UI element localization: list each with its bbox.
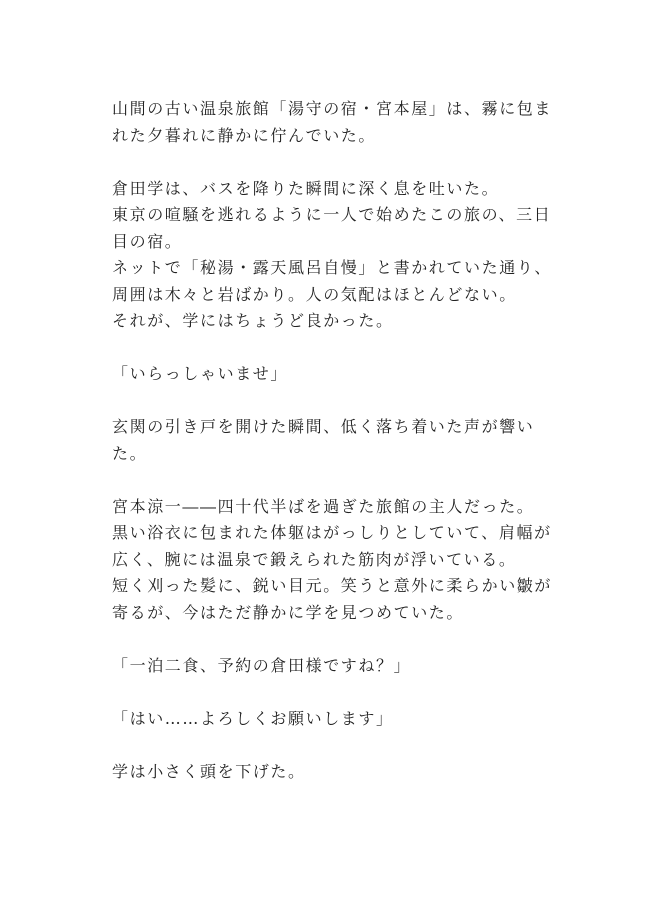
text-line: 東京の喧騒を逃れるように一人で始めたこの旅の、三日 [112,205,552,224]
text-line: 短く刈った髪に、鋭い目元。笑うと意外に柔らかい皺が [112,576,553,595]
text-line: れた夕暮れに静かに佇んでいた。 [112,125,377,145]
blank-line [112,335,596,362]
blank-line [112,149,596,176]
text-line: ネットで「秘湯・露天風呂自慢」と書かれていた通り、 [112,258,553,277]
text-line: 寄るが、今はただ静かに学を見つめていた。 [112,602,465,622]
text-line: 広く、腕には温泉で鍛えられた筋肉が浮いている。 [112,549,517,569]
text-line: 玄関の引き戸を開けた瞬間、低く落ち着いた声が響い [112,417,535,436]
text-line: 黒い浴衣に包まれた体躯はがっしりとしていて、肩幅が [112,523,552,542]
text-line: 周囲は木々と岩ばかり。人の気配はほとんどない。 [112,284,517,304]
text-line: 目の宿。 [112,231,183,251]
blank-line [112,467,596,494]
text-line: 倉田学は、バスを降りた瞬間に深く息を吐いた。 [112,178,500,198]
text-line: 山間の古い温泉旅館「湯守の宿・宮本屋」は、霧に包ま [112,99,553,118]
text-line: た。 [112,443,148,463]
blank-line [112,679,596,706]
text-line: 宮本涼一――四十代半ばを過ぎた旅館の主人だった。 [112,496,535,516]
text-line: 学は小さく頭を下げた。 [112,761,306,781]
dialogue-line: 「いらっしゃいませ」 [112,364,289,383]
blank-line [112,626,596,653]
blank-line [112,388,596,415]
blank-line [112,732,596,759]
text-line: それが、学にはちょうど良かった。 [112,311,394,330]
dialogue-line: 「一泊二食、予約の倉田様ですね？」 [112,655,412,675]
dialogue-line: 「はい……よろしくお願いします」 [112,708,394,728]
